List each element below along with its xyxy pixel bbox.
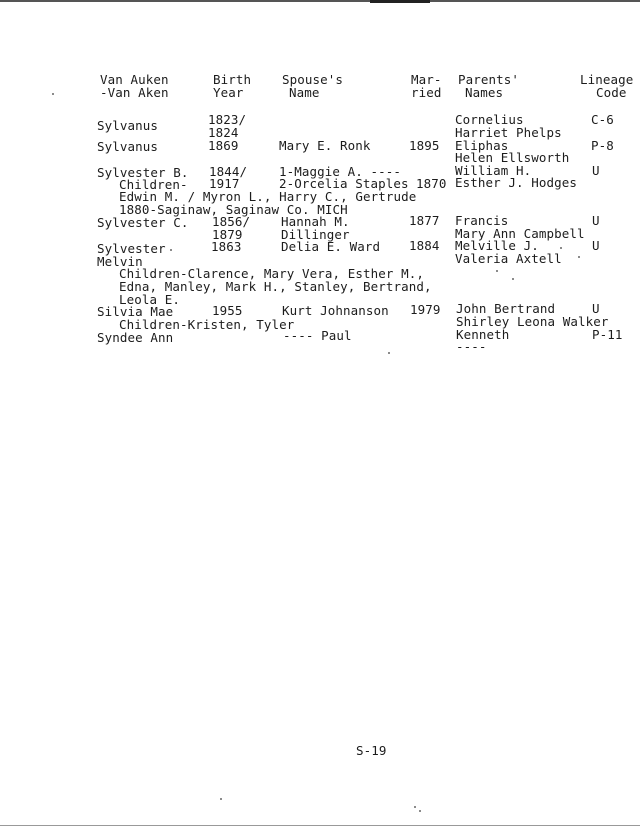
scan-bottom-edge [0,825,640,826]
entry-birth: 1869 [208,138,239,153]
entry-children-line2: 1880-Saginaw, Saginaw Co. MICH [119,202,348,217]
entry-spouse: ---- Paul [283,328,352,343]
entry-birth-line1: 1823/ [208,112,247,127]
entry-parent-line1: Eliphas [455,138,509,153]
entry-children-line2: Edna, Manley, Mark H., Stanley, Bertrand, [119,279,432,294]
entry-children-label: Children- [119,177,188,192]
scan-top-edge [0,0,640,2]
entry-name: Sylvanus [97,118,159,133]
entry-lineage-code: U [592,238,600,253]
entry-parent-line2: Esther J. Hodges [455,175,578,190]
scan-speck [578,256,580,258]
entry-birth-line1: 1844/ [209,164,248,179]
header-parents-line2: Names [465,85,504,100]
entry-married: 1870 [416,176,447,191]
scan-speck [414,806,416,808]
header-spouse-line1: Spouse's [282,72,344,87]
entry-spouse-line1: 1-Maggie A. ---- [279,164,402,179]
entry-lineage-code: P-8 [591,138,614,153]
entry-spouse: Delia E. Ward [281,239,381,254]
scan-speck [560,247,562,249]
entry-parent-line2: Shirley Leona Walker [456,314,609,329]
entry-birth: 1863 [211,239,242,254]
header-name-line1: Van Auken [100,72,169,87]
header-parents-line1: Parents' [458,72,520,87]
entry-lineage-code: P-11 [592,327,623,342]
entry-married: 1877 [409,213,440,228]
entry-name: Syndee Ann [97,330,174,345]
entry-spouse-line2: Dillinger [281,227,350,242]
entry-lineage-code: U [592,163,600,178]
entry-children-line1: Edwin M. / Myron L., Harry C., Gertrude [119,189,417,204]
header-married-line1: Mar- [411,72,442,87]
entry-children-line3: Leola E. [119,292,181,307]
scan-speck [220,798,222,800]
entry-spouse: Mary E. Ronk [279,138,371,153]
header-lineage-line2: Code [596,85,627,100]
scan-speck [512,278,514,280]
header-lineage-line1: Lineage [580,72,634,87]
scan-speck [170,249,172,251]
scan-speck [419,810,421,812]
header-birth-line1: Birth [213,72,252,87]
entry-parent-line1: Francis [455,213,509,228]
entry-married: 1979 [410,302,441,317]
entry-parent-line2: Valeria Axtell [455,251,562,266]
scan-speck [52,93,54,95]
entry-parent-line2: Harriet Phelps [455,125,562,140]
entry-spouse-line2: 2-Orcelia Staples [279,176,409,191]
entry-name: Sylvester C. [97,215,189,230]
entry-birth-line2: 1917 [209,176,240,191]
page-number: S-19 [356,743,387,758]
entry-lineage-code: U [592,301,600,316]
entry-name: Sylvanus [97,139,159,154]
entry-name: Sylvester B. [97,165,189,180]
entry-lineage-code: C-6 [591,112,614,127]
entry-parent-line1: Melville J. [455,238,539,253]
header-spouse-line2: Name [289,85,320,100]
header-birth-line2: Year [213,85,244,100]
entry-parent-line1: Kenneth [456,327,510,342]
header-name-line2: -Van Aken [100,85,169,100]
entry-lineage-code: U [592,213,600,228]
entry-birth-line1: 1856/ [212,214,251,229]
entry-children: Children-Kristen, Tyler [119,317,295,332]
entry-name-line2: Melvin [97,254,143,269]
entry-parent-line2: ---- [456,339,487,354]
entry-birth-line2: 1824 [208,125,239,140]
entry-parent-line2: Mary Ann Campbell [455,226,585,241]
entry-spouse-line1: Hannah M. [281,214,350,229]
entry-parent-line1: William H. [455,163,532,178]
header-married-line2: ried [411,85,442,100]
entry-parent-line1: John Bertrand [456,301,556,316]
entry-birth-line2: 1879 [212,227,243,242]
scan-speck [388,352,390,354]
entry-name-line1: Sylvester [97,241,166,256]
entry-parent-line1: Cornelius [455,112,524,127]
scan-speck [496,270,498,272]
entry-children-line1: Children-Clarence, Mary Vera, Esther M., [119,266,425,281]
entry-married: 1884 [409,238,440,253]
entry-parent-line2: Helen Ellsworth [455,150,570,165]
entry-birth: 1955 [212,303,243,318]
scan-top-mark [370,0,430,3]
entry-married: 1895 [409,138,440,153]
entry-name: Silvia Mae [97,304,174,319]
entry-spouse: Kurt Johnanson [282,303,389,318]
